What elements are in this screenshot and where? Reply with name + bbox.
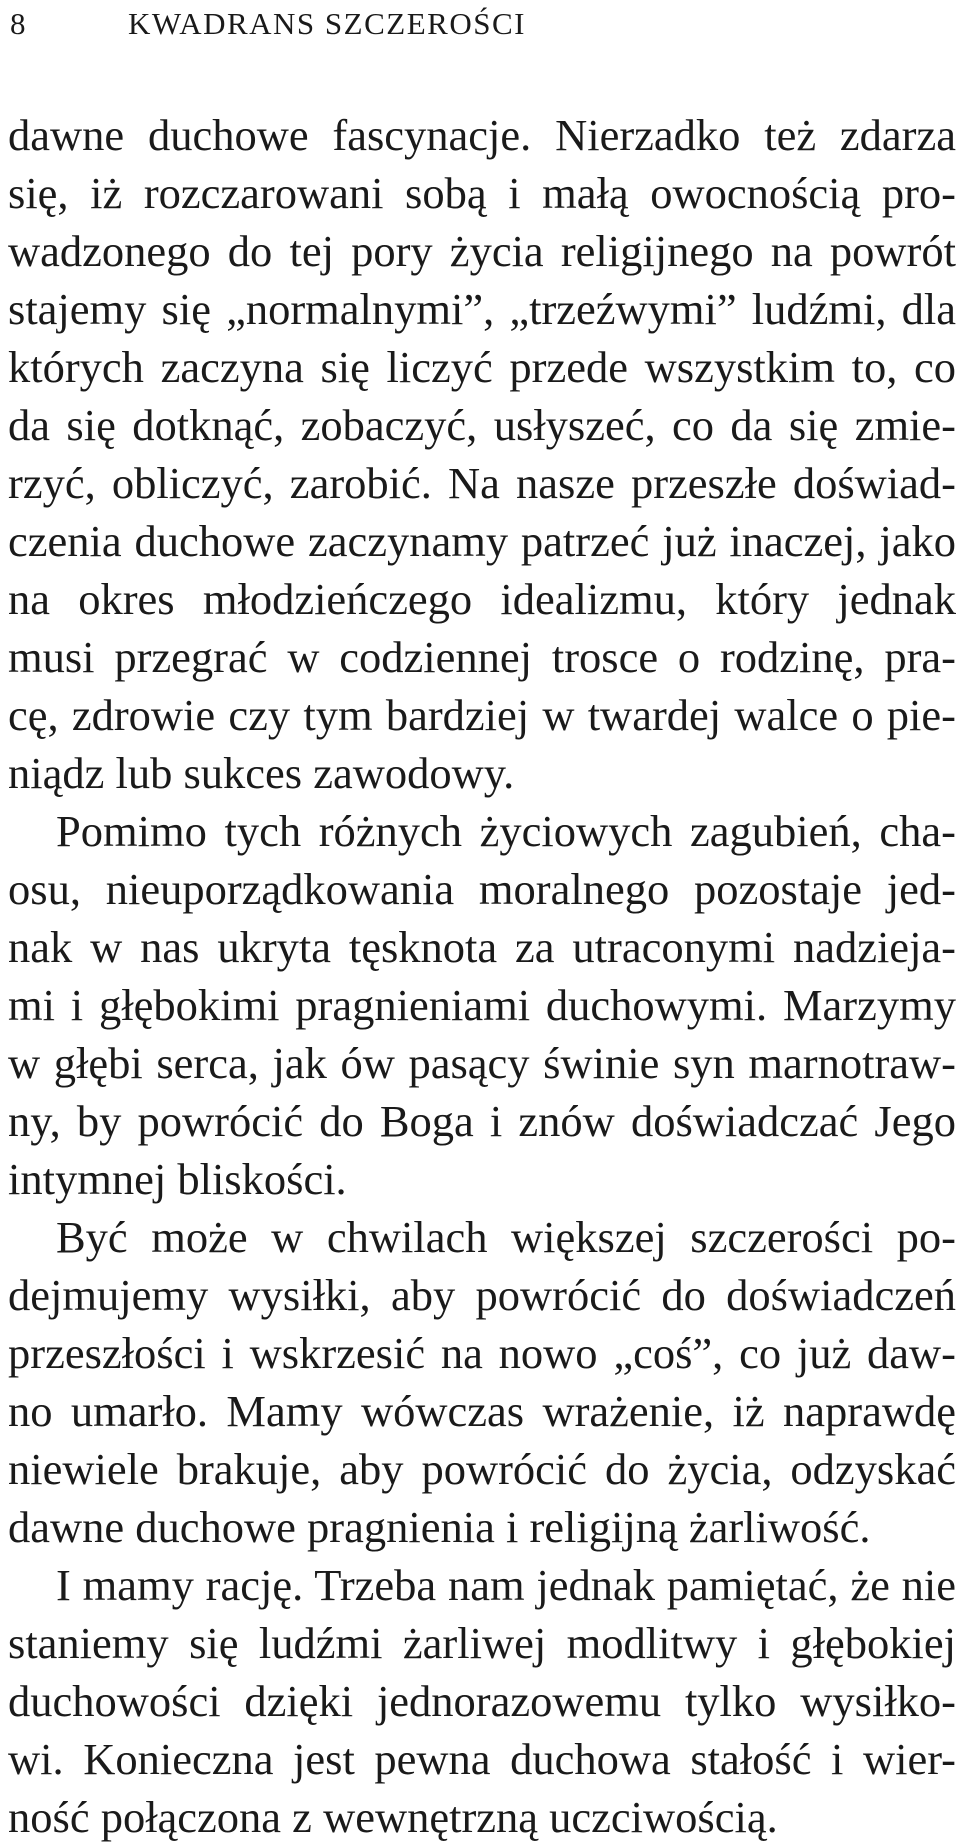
text-line: na okres młodzieńczego idealizmu, który jednak [8,574,956,624]
text-line: cę, zdrowie czy tym bardziej w twardej walce o pie- [8,690,956,740]
text-line: intymnej bliskości. [8,1154,347,1204]
text-line: Pomimo tych różnych życiowych zagubień, cha- [56,806,956,856]
text-line: dawne duchowe pragnienia i religijną żarliwość. [8,1502,871,1552]
text-line: wi. Konieczna jest pewna duchowa stałość i wier- [8,1734,956,1784]
text-line: duchowości dzięki jednorazowemu tylko wysiłko- [8,1676,956,1726]
body-text [8,106,956,1846]
text-line: się, iż rozczarowani sobą i małą owocnością pro- [8,168,956,218]
running-header [10,4,526,44]
text-line: I mamy rację. Trzeba nam jednak pamiętać, że nie [56,1560,956,1610]
text-line: niądz lub sukces zawodowy. [8,748,515,798]
page-number: 8 [10,6,27,41]
text-line: osu, nieuporządkowania moralnego pozostaje jed- [8,864,956,914]
text-line: nak w nas ukryta tęsknota za utraconymi nadzieja- [8,922,956,972]
text-line: mi i głębokimi pragnieniami duchowymi. Marzymy [8,980,956,1030]
text-line: dawne duchowe fascynacje. Nierzadko też zdarza [8,110,956,160]
text-line: przeszłości i wskrzesić na nowo „coś”, co już daw- [8,1328,956,1378]
text-line: stajemy się „normalnymi”, „trzeźwymi” ludźmi, dla [8,284,956,334]
text-line: niewiele brakuje, aby powrócić do życia, odzyskać [8,1444,956,1494]
text-line: w głębi serca, jak ów pasący świnie syn marnotraw- [8,1038,956,1088]
text-line: no umarło. Mamy wówczas wrażenie, iż naprawdę [8,1386,956,1436]
text-line: ność połączona z wewnętrzną uczciwością. [8,1792,778,1842]
text-line: dejmujemy wysiłki, aby powrócić do doświadczeń [8,1270,956,1320]
text-line: rzyć, obliczyć, zarobić. Na nasze przeszłe doświad- [8,458,956,508]
text-line: da się dotknąć, zobaczyć, usłyszeć, co da się zmie- [8,400,956,450]
text-line: czenia duchowe zaczynamy patrzeć już inaczej, jako [8,516,956,566]
text-line: wadzonego do tej pory życia religijnego na powrót [8,226,956,276]
text-line: staniemy się ludźmi żarliwej modlitwy i głębokiej [8,1618,956,1668]
text-line: których zaczyna się liczyć przede wszystkim to, co [8,342,956,392]
text-line: ny, by powrócić do Boga i znów doświadczać Jego [8,1096,956,1146]
text-line: musi przegrać w codziennej trosce o rodzinę, pra- [8,632,956,682]
running-title: KWADRANS SZCZEROŚCI [128,6,526,41]
text-line: Być może w chwilach większej szczerości po- [56,1212,956,1262]
